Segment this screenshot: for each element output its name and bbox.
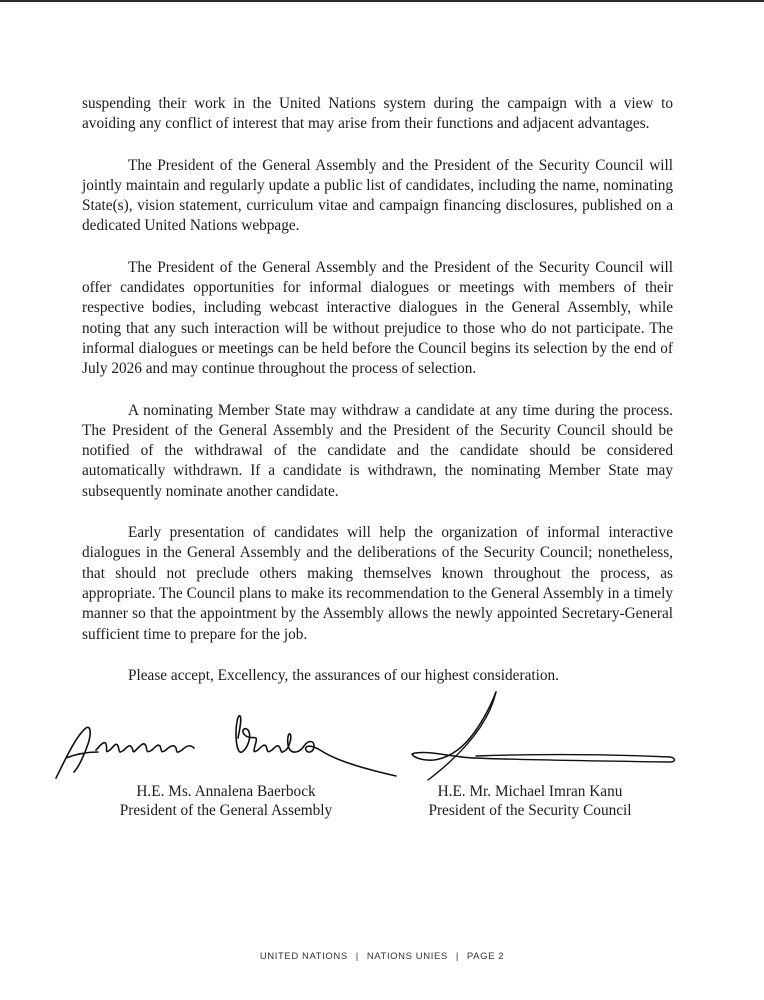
letter-body — [82, 94, 673, 707]
signatory-name-right: H.E. Mr. Michael Imran Kanu — [437, 783, 623, 800]
paragraph-public-list: The President of the General Assembly and the President of the Security Council will jointly maintain and regularly update a public list of candidates, including the name, nominating State(s), vision statement, curriculum vitae and campaign financing disclosures, published on a dedicated United Nations webpage. — [82, 156, 673, 235]
footer-org-en: UNITED NATIONS — [259, 951, 348, 962]
signature-baerbock — [52, 688, 412, 784]
page-footer — [0, 951, 764, 962]
top-border-line — [0, 0, 764, 2]
signature-block-right — [404, 688, 694, 828]
footer-org-fr: NATIONS UNIES — [366, 951, 448, 962]
paragraph-informal-dialogues: The President of the General Assembly and the President of the Security Council will offer candidates opportunities for informal dialogues or meetings with members of their respective bodies, including webcast interactive dialogues in the General Assembly, while noting that any such interaction will be without prejudice to those who do not participate. The informal dialogues or meetings can be held before the Council begins its selection by the end of July 2026 and may continue throughout the process of selection. — [82, 258, 673, 378]
signatory-title-left: President of the General Assembly — [119, 802, 333, 819]
paragraph-early-presentation: Early presentation of candidates will help the organization of informal interactive dialogues in the General Assembly and the deliberations of the Security Council; nonetheless, that should not preclude others making themselves known throughout the process, as appropriate. The Council plans to make its recommendation to the General Assembly in a timely manner so that the appointment by the Assembly allows the newly appointed Secretary-General sufficient time to prepare for the job. — [82, 524, 673, 643]
paragraph-withdrawal: A nominating Member State may withdraw a candidate at any time during the process. The President of the General Assembly and the President of the Security Council should be notified of the withdrawal of the candidate and the candidate should be considered automatically withdrawn. If a candidate is withdrawn, the nominating Member State may subsequently nominate another candidate. — [82, 401, 673, 500]
footer-separator: | — [355, 951, 359, 962]
signature-block-left — [52, 688, 412, 828]
closing-line: Please accept, Excellency, the assurances of our highest consideration. — [128, 666, 559, 684]
signatory-name-left: H.E. Ms. Annalena Baerbock — [136, 783, 316, 800]
footer-separator: | — [455, 951, 459, 962]
signature-section — [0, 688, 764, 828]
signatory-title-right: President of the Security Council — [428, 802, 632, 819]
footer-page-number: PAGE 2 — [466, 951, 505, 962]
paragraph-continuation: suspending their work in the United Nations system during the campaign with a view to avoiding any conflict of interest that may arise from their functions and adjacent advantages. — [82, 95, 673, 133]
signature-kanu — [404, 688, 694, 784]
